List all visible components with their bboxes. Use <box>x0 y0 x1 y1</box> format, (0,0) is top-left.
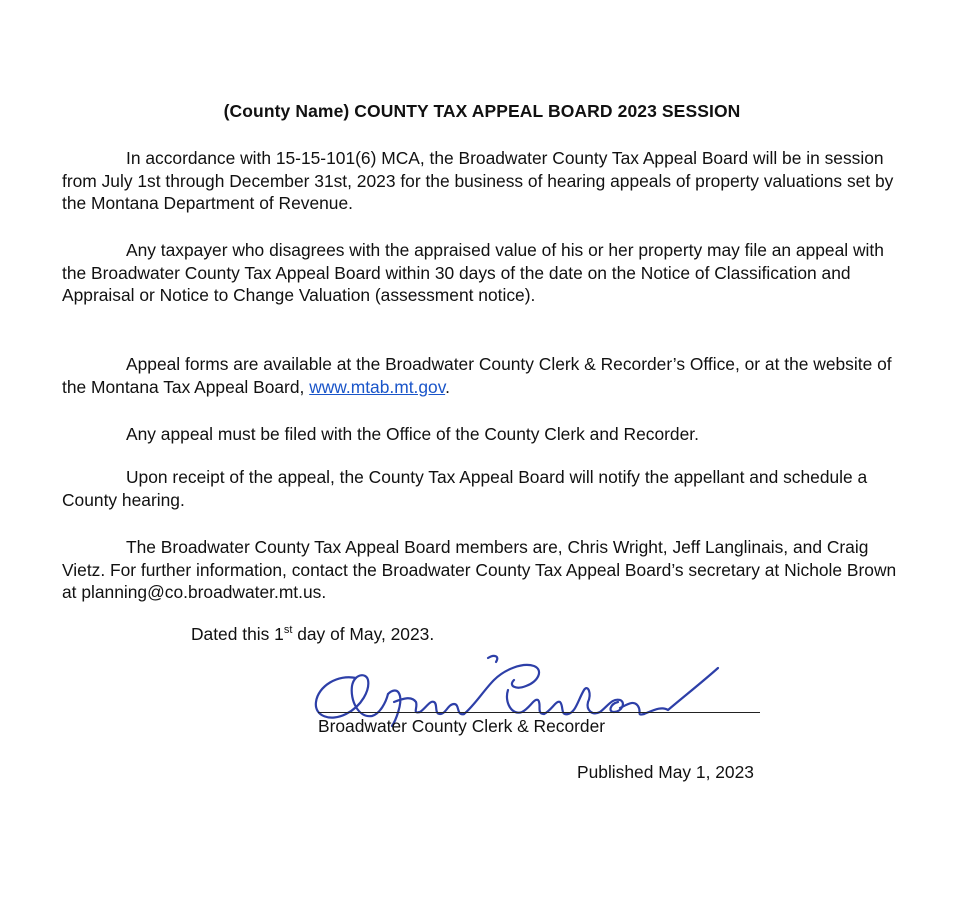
paragraph-filing-office-text: Any appeal must be filed with the Office of the County Clerk and Recorder. <box>126 424 699 444</box>
dated-line-start: Dated this 1 <box>191 624 284 644</box>
paragraph-hearing-text: Upon receipt of the appeal, the County Tax Appeal Board will notify the appellant and schedule a County hearing. <box>62 467 868 510</box>
paragraph-session-text: In accordance with 15-15-101(6) MCA, the Broadwater County Tax Appeal Board will be in session from July 1st through December 31st, 2023 for the business of hearing appeals of property valuations set by the Montana Department of Revenue. <box>62 148 894 213</box>
paragraph-session <box>62 147 912 215</box>
paragraph-taxpayer-appeal <box>62 239 912 307</box>
paragraph-board-members <box>62 536 912 604</box>
paragraph-board-members-text: The Broadwater County Tax Appeal Board members are, Chris Wright, Jeff Langlinais, and Craig Vietz. For further information, contact the Broadwater County Tax Appeal Board’s secretary at Nichole Brown at planning@co.broadwater.mt.us. <box>62 537 897 602</box>
signature-line <box>318 712 760 713</box>
paragraph-filing-office <box>62 423 912 446</box>
notice-title: (County Name) COUNTY TAX APPEAL BOARD 2023 SESSION <box>223 101 741 121</box>
dated-ordinal: st <box>283 624 293 637</box>
dated-line-end: day of May, 2023. <box>292 624 435 644</box>
paragraph-appeal-forms-text: Appeal forms are available at the Broadwater County Clerk & Recorder’s Office, or at the website of the Montana Tax Appeal Board, <box>62 354 892 397</box>
mtab-website-link[interactable]: www.mtab.mt.gov <box>309 376 446 397</box>
paragraph-taxpayer-appeal-text: Any taxpayer who disagrees with the appraised value of his or her property may file an appeal with the Broadwater County Tax Appeal Board within 30 days of the date on the Notice of Classification and Appraisal or Notice to Change Valuation (assessment notice). <box>62 240 884 305</box>
published-date: Published May 1, 2023 <box>577 762 754 782</box>
paragraph-appeal-forms <box>62 353 912 398</box>
paragraph-appeal-forms-end: . <box>445 376 450 397</box>
signer-title: Broadwater County Clerk & Recorder <box>318 716 606 736</box>
paragraph-hearing <box>62 466 912 511</box>
dated-line <box>191 624 434 645</box>
